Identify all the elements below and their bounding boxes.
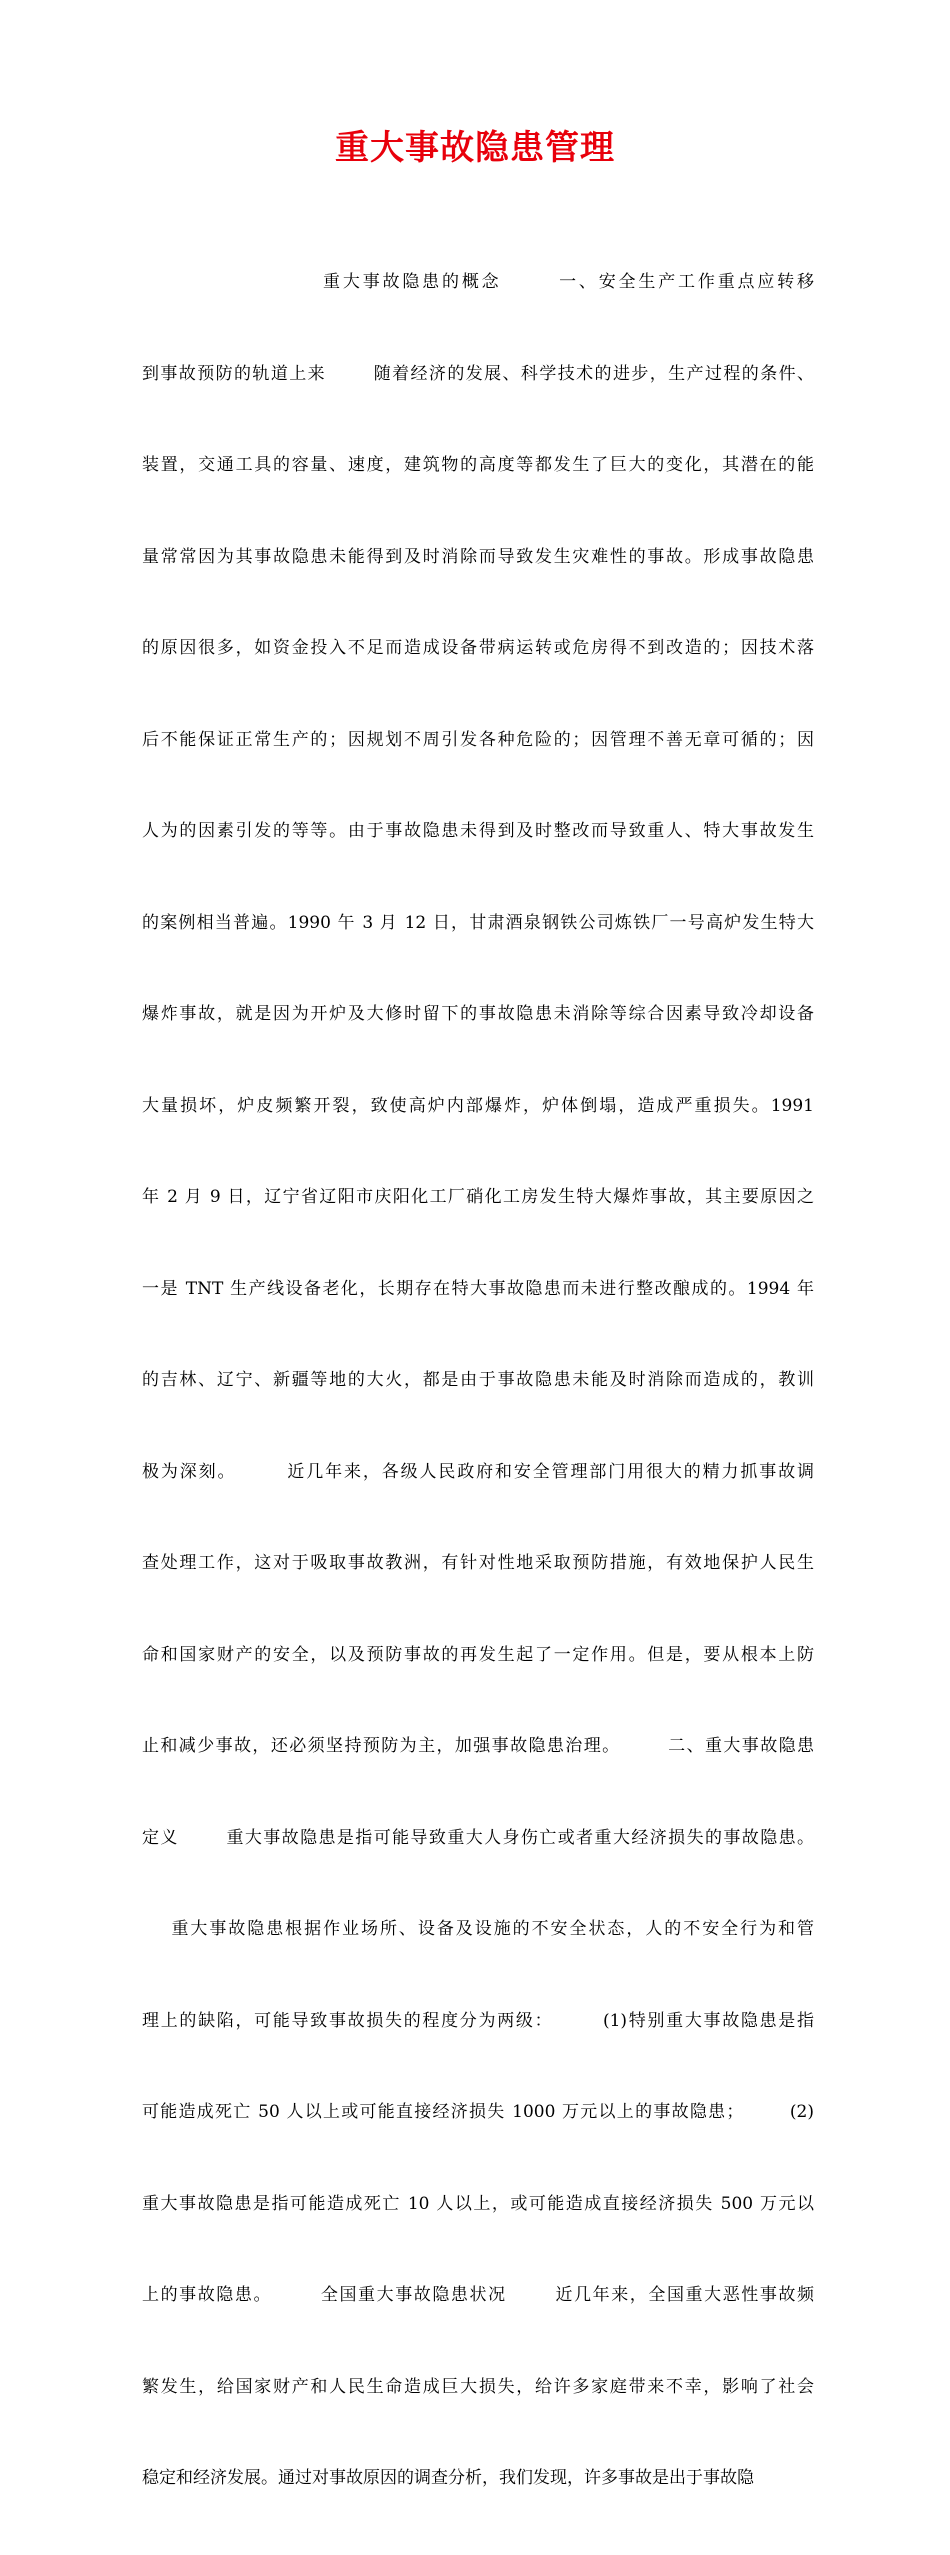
body-line: 理上的缺陷，可能导致事故损失的程度分为两级： (1)特别重大事故隐患是指 (142, 2010, 814, 2031)
body-line: 到事故预防的轨道上来 随着经济的发展、科学技术的进步，生产过程的条件、 (142, 363, 814, 384)
body-line: 命和国家财产的安全，以及预防事故的再发生起了一定作用。但是，要从根本上防 (142, 1644, 814, 1665)
body-line: 装置，交通工具的容量、速度，建筑物的高度等都发生了巨大的变化，其潜在的能 (142, 455, 814, 475)
body-line: 重大事故隐患是指可能造成死亡 10 人以上，或可能造成直接经济损失 500 万元以 (142, 2193, 814, 2214)
body-line: 后不能保证正常生产的；因规划不周引发各种危险的；因管理不善无章可循的；因 (142, 729, 814, 750)
body-line: 爆炸事故，就是因为开炉及大修时留下的事故隐患未消除等综合因素导致冷却设备 (142, 1004, 814, 1024)
body-line: 年 2 月 9 日，辽宁省辽阳市庆阳化工厂硝化工房发生特大爆炸事故，其主要原因之 (142, 1187, 814, 1207)
body-line: 大量损坏，炉皮频繁开裂，致使高炉内部爆炸，炉体倒塌，造成严重损失。1991 (142, 1095, 814, 1116)
body-line: 稳定和经济发展。通过对事故原因的调查分析，我们发现，许多事故是出于事故隐 (142, 2468, 754, 2488)
body-line: 重大事故隐患根据作业场所、设备及设施的不安全状态，人的不安全行为和管 (142, 1919, 814, 1939)
body-line: 一是 TNT 生产线设备老化，长期存在特大事故隐患而未进行整改酿成的。1994 年 (142, 1278, 814, 1299)
body-line: 人为的因素引发的等等。由于事故隐患未得到及时整改而导致重人、特大事故发生 (142, 821, 814, 841)
body-line: 重大事故隐患的概念 一、安全生产工作重点应转移 (142, 272, 814, 292)
body-line: 的案例相当普遍。1990 午 3 月 12 日，甘肃酒泉钢铁公司炼铁厂一号高炉发生特大 (142, 912, 814, 933)
body-line: 量常常因为其事故隐患未能得到及时消除而导致发生灾难性的事故。形成事故隐患 (142, 546, 814, 567)
body-line: 止和减少事故，还必须坚持预防为主，加强事故隐患治理。 二、重大事故隐患 (142, 1736, 814, 1756)
body-line: 可能造成死亡 50 人以上或可能直接经济损失 1000 万元以上的事故隐患； (2) (142, 2102, 814, 2122)
body-line: 繁发生，给国家财产和人民生命造成巨大损失，给许多家庭带来不幸，影响了社会 (142, 2376, 814, 2397)
body-line: 定义 重大事故隐患是指可能导致重大人身伤亡或者重大经济损失的事故隐患。 (142, 1827, 814, 1848)
body-line: 极为深刻。 近几年来，各级人民政府和安全管理部门用很大的精力抓事故调 (142, 1461, 814, 1482)
document-title: 重大事故隐患管理 (335, 128, 615, 168)
body-line: 查处理工作，这对于吸取事故教洲，有针对性地采取预防措施，有效地保护人民生 (142, 1553, 814, 1573)
body-line: 的原因很多，如资金投入不足而造成设备带病运转或危房得不到改造的；因技术落 (142, 638, 814, 658)
document-body (142, 206, 814, 2555)
body-line: 上的事故隐患。 全国重大事故隐患状况 近几年来，全国重大恶性事故频 (142, 2285, 814, 2305)
body-line: 的吉林、辽宁、新疆等地的大火，都是由于事故隐患未能及时消除而造成的，教训 (142, 1370, 814, 1390)
